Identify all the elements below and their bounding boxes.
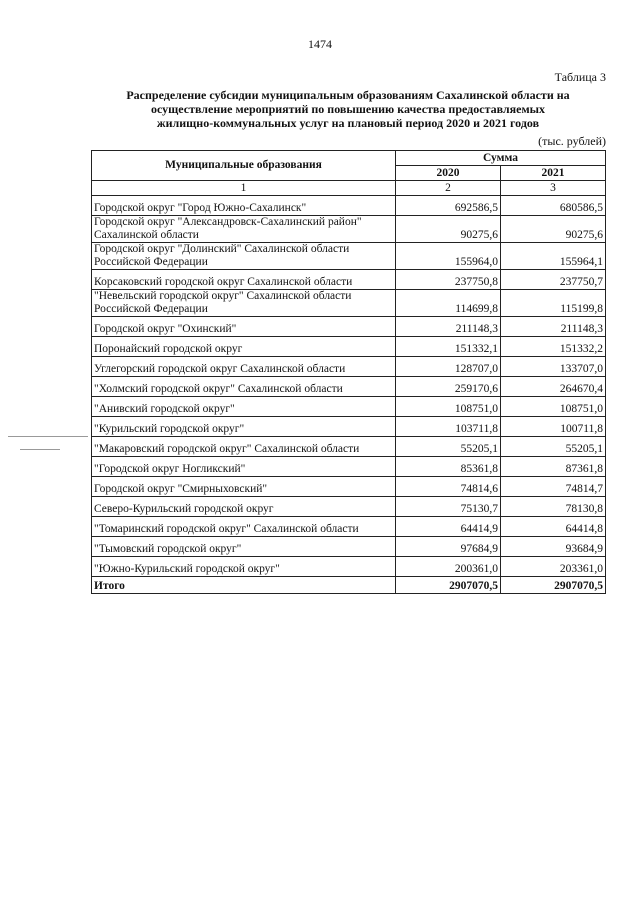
units-label: (тыс. рублей) <box>538 134 606 148</box>
municipality-name <box>92 196 396 216</box>
value-2021: 237750,7 <box>501 270 606 290</box>
value-2020: 211148,3 <box>396 317 501 337</box>
table-row <box>92 397 606 417</box>
table-row <box>92 337 606 357</box>
table-row <box>92 216 606 243</box>
value-2021: 115199,8 <box>501 290 606 317</box>
table-row <box>92 477 606 497</box>
municipality-name-line: "Городской округ Ногликский" <box>94 463 246 475</box>
total-row <box>92 577 606 594</box>
municipality-name <box>92 357 396 377</box>
municipality-name <box>92 290 396 317</box>
value-2021: 264670,4 <box>501 377 606 397</box>
value-2021: 90275,6 <box>501 216 606 243</box>
scan-mark <box>8 436 88 437</box>
table-row <box>92 357 606 377</box>
header-municipalities: Муниципальные образования <box>92 151 396 181</box>
page-number: 1474 <box>308 37 332 51</box>
value-2020: 200361,0 <box>396 557 501 577</box>
table-label: Таблица 3 <box>554 70 606 84</box>
value-2021: 55205,1 <box>501 437 606 457</box>
municipality-name-line: "Тымовский городской округ" <box>94 543 242 555</box>
document-title <box>92 88 604 130</box>
value-2020: 114699,8 <box>396 290 501 317</box>
municipality-name-line: Городской округ "Город Южно-Сахалинск" <box>94 202 307 214</box>
municipality-name-line: "Холмский городской округ" Сахалинской области <box>94 383 343 395</box>
municipality-name-line: "Макаровский городской округ" Сахалинской области <box>94 443 360 455</box>
table-row <box>92 417 606 437</box>
title-line: осуществление мероприятий по повышению качества предоставляемых <box>150 102 546 116</box>
header-row-sum <box>92 151 606 166</box>
municipality-name-line: "Курильский городской округ" <box>94 423 245 435</box>
value-2020: 692586,5 <box>396 196 501 216</box>
title-line: Распределение субсидии муниципальным образованиям Сахалинской области на <box>126 88 570 102</box>
municipality-name-line: Российской Федерации <box>94 256 208 268</box>
table-row <box>92 290 606 317</box>
municipality-name-line: Городской округ "Смирныховский" <box>94 483 268 495</box>
header-year-2021: 2021 <box>501 166 606 181</box>
municipality-name <box>92 517 396 537</box>
municipality-name-line: "Анивский городской округ" <box>94 403 235 415</box>
value-2021: 93684,9 <box>501 537 606 557</box>
municipality-name <box>92 417 396 437</box>
municipality-name <box>92 337 396 357</box>
municipality-name <box>92 270 396 290</box>
municipality-name <box>92 437 396 457</box>
table-row <box>92 377 606 397</box>
municipality-name <box>92 497 396 517</box>
municipality-name <box>92 557 396 577</box>
header-sum: Сумма <box>396 151 606 166</box>
header-year-2020: 2020 <box>396 166 501 181</box>
value-2020: 103711,8 <box>396 417 501 437</box>
municipality-name-line: "Южно-Курильский городской округ" <box>94 563 280 575</box>
municipality-name <box>92 457 396 477</box>
value-2021: 133707,0 <box>501 357 606 377</box>
column-index: 3 <box>501 181 606 196</box>
value-2020: 237750,8 <box>396 270 501 290</box>
municipality-name <box>92 243 396 270</box>
municipality-name-line: Сахалинской области <box>94 229 199 241</box>
value-2021: 203361,0 <box>501 557 606 577</box>
value-2020: 259170,6 <box>396 377 501 397</box>
municipality-name-line: Углегорский городской округ Сахалинской области <box>94 363 346 375</box>
value-2020: 64414,9 <box>396 517 501 537</box>
table-row <box>92 437 606 457</box>
table-row <box>92 270 606 290</box>
column-index: 1 <box>92 181 396 196</box>
municipality-name-line: Поронайский городской округ <box>94 343 243 355</box>
table-row <box>92 557 606 577</box>
municipality-name-line: Городской округ "Александровск-Сахалинский район" <box>94 216 362 228</box>
municipality-name <box>92 377 396 397</box>
table-row <box>92 317 606 337</box>
header-row-index <box>92 181 606 196</box>
value-2021: 78130,8 <box>501 497 606 517</box>
table-row <box>92 537 606 557</box>
table-row <box>92 196 606 216</box>
municipality-name-line: Городской округ "Долинский" Сахалинской области <box>94 243 350 255</box>
value-2020: 55205,1 <box>396 437 501 457</box>
municipality-name <box>92 216 396 243</box>
value-2020: 74814,6 <box>396 477 501 497</box>
municipality-name <box>92 317 396 337</box>
value-2020: 75130,7 <box>396 497 501 517</box>
value-2020: 85361,8 <box>396 457 501 477</box>
value-2020: 128707,0 <box>396 357 501 377</box>
value-2021: 100711,8 <box>501 417 606 437</box>
municipality-name-line: Корсаковский городской округ Сахалинской области <box>94 276 353 288</box>
table-row <box>92 457 606 477</box>
table-row <box>92 517 606 537</box>
table-body <box>92 196 606 577</box>
value-2021: 211148,3 <box>501 317 606 337</box>
municipality-name <box>92 477 396 497</box>
municipality-name-line: Городской округ "Охинский" <box>94 323 237 335</box>
table-row <box>92 243 606 270</box>
municipality-name <box>92 397 396 417</box>
value-2021: 151332,2 <box>501 337 606 357</box>
municipality-name <box>92 537 396 557</box>
value-2021: 680586,5 <box>501 196 606 216</box>
table-row <box>92 497 606 517</box>
subsidy-table <box>91 150 606 594</box>
title-line: жилищно-коммунальных услуг на плановый период 2020 и 2021 годов <box>156 116 540 130</box>
total-2021: 2907070,5 <box>501 577 606 594</box>
municipality-name-line: Северо-Курильский городской округ <box>94 503 274 515</box>
value-2021: 155964,1 <box>501 243 606 270</box>
value-2020: 108751,0 <box>396 397 501 417</box>
value-2021: 74814,7 <box>501 477 606 497</box>
value-2021: 108751,0 <box>501 397 606 417</box>
value-2020: 151332,1 <box>396 337 501 357</box>
total-2020: 2907070,5 <box>396 577 501 594</box>
value-2020: 90275,6 <box>396 216 501 243</box>
value-2020: 97684,9 <box>396 537 501 557</box>
municipality-name-line: "Невельский городской округ" Сахалинской области <box>94 290 352 302</box>
scan-mark <box>20 449 60 450</box>
total-label: Итого <box>92 577 396 594</box>
municipality-name-line: Российской Федерации <box>94 303 208 315</box>
value-2021: 87361,8 <box>501 457 606 477</box>
municipality-name-line: "Томаринский городской округ" Сахалинской области <box>94 523 359 535</box>
column-index: 2 <box>396 181 501 196</box>
value-2020: 155964,0 <box>396 243 501 270</box>
value-2021: 64414,8 <box>501 517 606 537</box>
